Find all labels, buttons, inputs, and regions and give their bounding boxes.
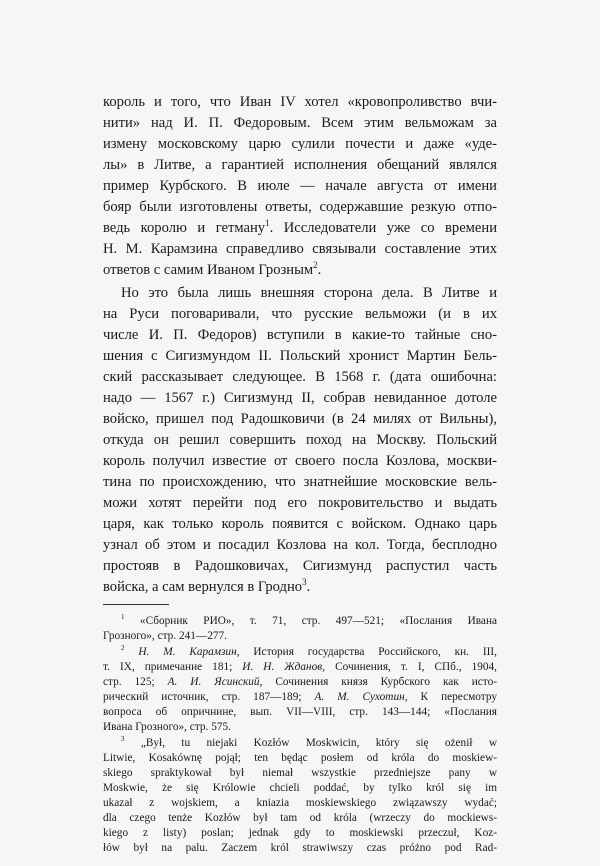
footnote-3-line-1	[103, 736, 497, 752]
footnote-3-line-2: Litwie, Kosakównę pojął; ten będąc posłem od króla do moskiew-	[103, 752, 497, 764]
body-line-5: пример Курбского. В июле — начале августа от имени	[103, 178, 497, 194]
body-line-15: надо — 1567 г.) Сигизмунд II, собрав невиданное дотоле	[103, 390, 497, 406]
body-line-14: ский рассказывает следующее. В 1568 г. (дата ошибочна:	[103, 369, 497, 385]
body-line-8: Н. М. Карамзина справедливо связывали составление этих	[103, 241, 497, 257]
body-line-23: простояв в Радошковичах, Сигизмунд распустил часть	[103, 558, 497, 574]
footnote-mark-3: 3	[121, 735, 125, 744]
body-line-21: царя, как только король появится с войском. Однако царь	[103, 516, 497, 532]
body-line-11: на Руси поговаривали, что русские вельможи (и в их	[103, 306, 497, 322]
body-line-18: король получил известие от своего посла Козлова, москви-	[103, 453, 497, 469]
footnote-2-line-3	[103, 675, 497, 691]
body-text: ведь королю и гетману	[103, 220, 266, 236]
footnote-1-line-1	[103, 614, 497, 630]
footnote-mark-2: 2	[121, 644, 125, 653]
footnote-2-line-2	[103, 660, 497, 676]
body-line-9	[103, 260, 497, 281]
footnote-author: Н. М. Карамзин,	[138, 646, 240, 658]
footnote-3-line-5: ukazał z wojskiem, a kniazia moskiewskiego związawszy wydać;	[103, 797, 497, 809]
body-line-12: числе И. П. Федоров) вступили в какие-то тайные сно-	[103, 327, 497, 343]
footnote-author: А. М. Сухотин,	[314, 691, 408, 703]
footnote-text: стр. 125;	[103, 676, 168, 688]
footnote-3-line-7: kiego z listy) poslan; jednak gdy to moskiewski przeczuł, Koz-	[103, 827, 497, 839]
body-line-6: бояр были изготовлены ответы, содержавшие резкую отпо-	[103, 199, 497, 215]
footnote-2-line-6: Ивана Грозного», стр. 575.	[103, 721, 231, 733]
body-text: войска, а сам вернулся в Гродно	[103, 579, 303, 595]
footnote-3-line-4: Moskwie, że się Królowie chcieli poddać, by tylko król się im	[103, 782, 497, 794]
body-line-3: измену московскому царю сулили почести и даже «уде-	[103, 136, 497, 152]
footnote-text: т. IX, примечание 181;	[103, 661, 243, 673]
body-text: ответов с самим Иваном Грозным	[103, 262, 314, 278]
body-line-17: откуда он решил совершить поход на Москву. Польский	[103, 432, 497, 448]
footnote-3-line-8: łów był na palu. Zaczem król strawiwszy czas próżno pod Rad-	[103, 842, 497, 854]
footnote-text: Сочинения, т. I, СПб., 1904,	[325, 661, 497, 673]
body-line-24	[103, 577, 497, 598]
footnote-text: К пересмотру	[407, 691, 497, 703]
footnote-text: Сочинения князя Курбского как исто-	[262, 676, 498, 688]
footnote-author: И. Н. Жданов,	[242, 661, 326, 673]
footnote-3-line-3: skiego spraktykował był niemał wszystkie przedniejsze pany w	[103, 767, 497, 779]
footnote-author: А. И. Ясинский,	[167, 676, 263, 688]
body-text: .	[317, 262, 322, 278]
body-text: . Исследователи уже со времени	[269, 220, 498, 236]
body-line-16: войско, пришел под Радошковичи (в 24 милях от Вильны),	[103, 411, 497, 427]
footnote-text: рический источник, стр. 187—189;	[103, 691, 315, 703]
footnote-text: «Сборник РИО», т. 71, стр. 497—521; «Послания Ивана	[124, 615, 497, 627]
footnote-ref-2[interactable]: 2	[313, 260, 318, 271]
footnote-text: „Był, tu niejaki Kozłów Moskwicin, który się ożenił w	[124, 737, 497, 749]
footnote-ref-3[interactable]: 3	[302, 577, 307, 588]
footnote-text: История государства Российского, кн. III,	[239, 646, 497, 658]
footnote-divider	[103, 604, 169, 605]
footnote-2-line-5: вопроса об опричнине, вып. VII—VIII, стр. 143—144; «Послания	[103, 706, 497, 718]
body-line-22: узнал об этом и посадил Козлова на кол. Тогда, бесплодно	[103, 537, 497, 553]
body-line-19: тина по происхождению, что знатнейшие московские вель-	[103, 474, 497, 490]
footnote-3-line-6: dla czego tenże Kozłów był tam od króla (wrzeczy do mockiews-	[103, 812, 497, 824]
footnote-2-line-1	[103, 645, 497, 661]
body-line-13: шения с Сигизмундом II. Польский хронист Мартин Бель-	[103, 348, 497, 364]
body-line-1: король и того, что Иван IV хотел «кровопроливство вчи-	[103, 94, 497, 110]
body-line-7	[103, 218, 497, 239]
body-text: .	[306, 579, 311, 595]
body-line-10: Но это была лишь внешняя сторона дела. В Литве и	[121, 285, 497, 301]
footnote-mark-1: 1	[121, 613, 125, 622]
body-line-4: лы» в Литве, а гарантией исполнения обещаний являлся	[103, 157, 497, 173]
body-line-20: можи хотят перейти под его покровительство и выдать	[103, 495, 497, 511]
footnote-1-line-2: Грозного», стр. 241—277.	[103, 630, 227, 642]
body-line-2: нити» над И. П. Федоровым. Всем этим вельможам за	[103, 115, 497, 131]
footnote-2-line-4	[103, 690, 497, 706]
footnote-ref-1[interactable]: 1	[265, 218, 270, 229]
